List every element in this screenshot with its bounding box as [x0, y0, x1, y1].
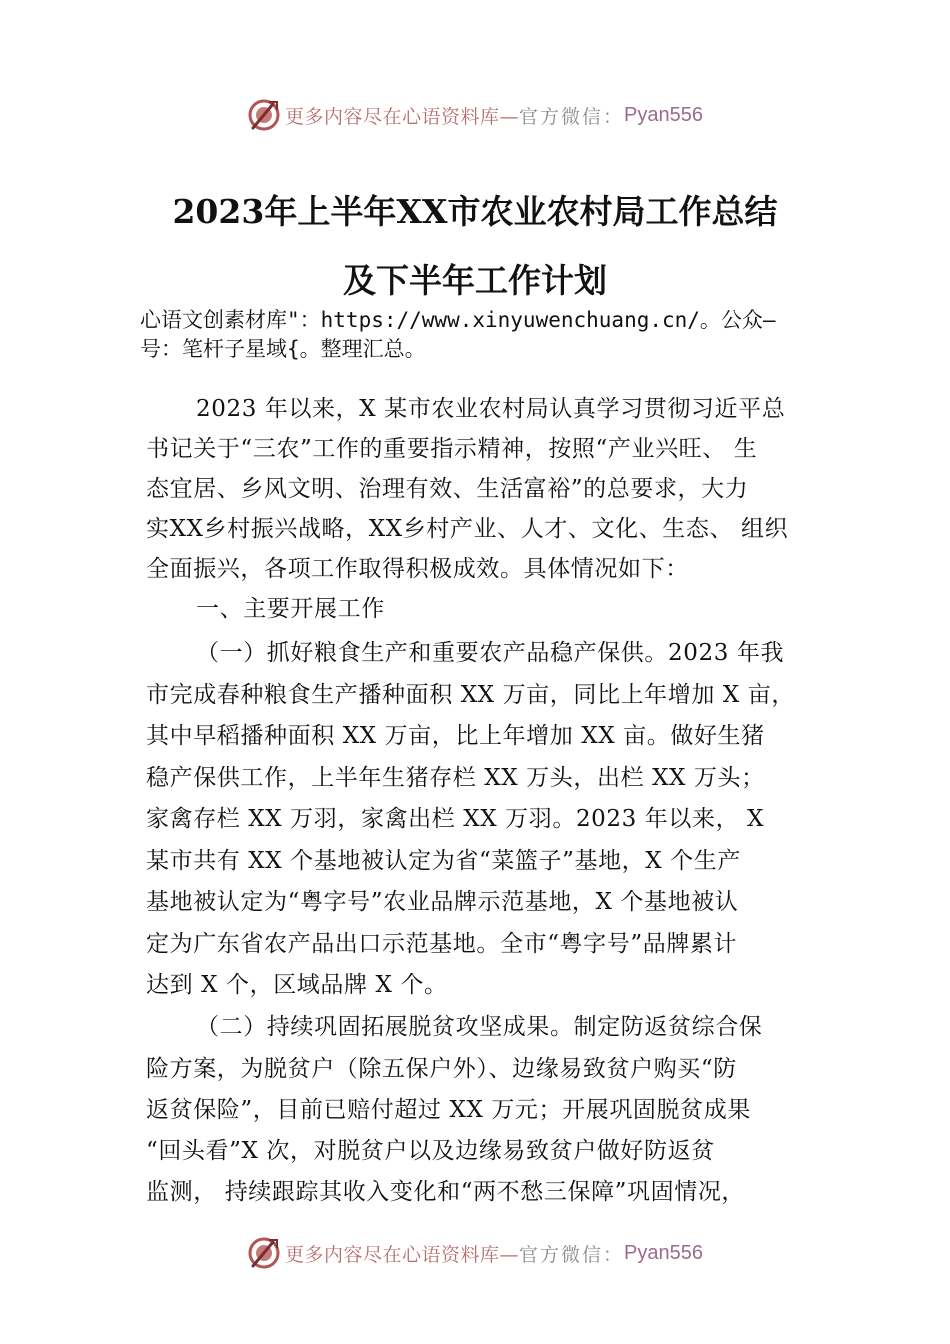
banner-wechat-id: Pyan556: [624, 103, 703, 126]
banner-text: 更多内容尽在心语资料库—: [285, 105, 520, 128]
brand-logo-icon: [247, 98, 281, 132]
section-heading: 一、主要开展工作: [196, 596, 385, 622]
body-line: 稳产保供工作，上半年生猪存栏 XX 万头，出栏 XX 万头；: [146, 765, 765, 791]
banner-text: 更多内容尽在心语资料库—: [285, 1243, 520, 1266]
brand-logo-icon: [247, 1236, 281, 1270]
body-line: 定为广东省农产品出口示范基地。全市“粤字号”品牌累计: [146, 931, 738, 957]
body-line: 达到 X 个，区域品牌 X 个。: [146, 972, 448, 998]
body-line: 返贫保险”，目前已赔付超过 XX 万元；开展巩固脱贫成果: [146, 1097, 751, 1123]
body-line: 实XX乡村振兴战略，XX乡村产业、人才、文化、生态、 组织: [146, 516, 789, 542]
header-banner: [0, 95, 950, 135]
body-line: 险方案，为脱贫户（除五保户外）、边缘易致贫户购买“防: [146, 1056, 737, 1082]
body-line: 基地被认定为“粤字号”农业品牌示范基地，X 个基地被认: [146, 889, 739, 915]
source-note-line1: 心语文创素材库"：https://www.xinyuwenchuang.cn/。公众—: [140, 308, 776, 332]
footer-banner: [0, 1233, 950, 1273]
page-title-line2: 及下半年工作计划: [343, 261, 607, 300]
body-line: 态宜居、乡风文明、治理有效、生活富裕”的总要求，大力: [146, 476, 749, 502]
body-line: 其中早稻播种面积 XX 万亩，比上年增加 XX 亩。做好生猪: [146, 723, 765, 749]
body-line: 全面振兴，各项工作取得积极成效。具体情况如下：: [146, 556, 689, 582]
body-line: 书记关于“三农”工作的重要指示精神，按照“产业兴旺、 生: [146, 436, 758, 462]
body-line: （一）抓好粮食生产和重要农产品稳产保供。2023 年我: [196, 640, 785, 666]
banner-wechat-id: Pyan556: [624, 1241, 703, 1264]
banner-label: 官方微信：: [519, 1243, 625, 1266]
body-line: 家禽存栏 XX 万羽，家禽出栏 XX 万羽。2023 年以来， X: [146, 806, 765, 832]
body-line: 某市共有 XX 个基地被认定为省“菜篮子”基地，X 个生产: [146, 848, 741, 874]
source-note-line2: 号：笔杆子星域{。整理汇总。: [140, 337, 426, 361]
body-line: 监测， 持续跟踪其收入变化和“两不愁三保障”巩固情况，: [146, 1179, 746, 1205]
page-title-line1: 2023年上半年XX市农业农村局工作总结: [172, 192, 778, 231]
body-line: （二）持续巩固拓展脱贫攻坚成果。制定防返贫综合保: [196, 1014, 763, 1040]
banner-label: 官方微信：: [519, 105, 625, 128]
body-line: 2023 年以来，X 某市农业农村局认真学习贯彻习近平总: [196, 396, 786, 422]
body-line: 市完成春种粮食生产播种面积 XX 万亩，同比上年增加 X 亩，: [146, 682, 795, 708]
body-line: “回头看”X 次，对脱贫户以及边缘易致贫户做好防返贫: [146, 1138, 715, 1164]
